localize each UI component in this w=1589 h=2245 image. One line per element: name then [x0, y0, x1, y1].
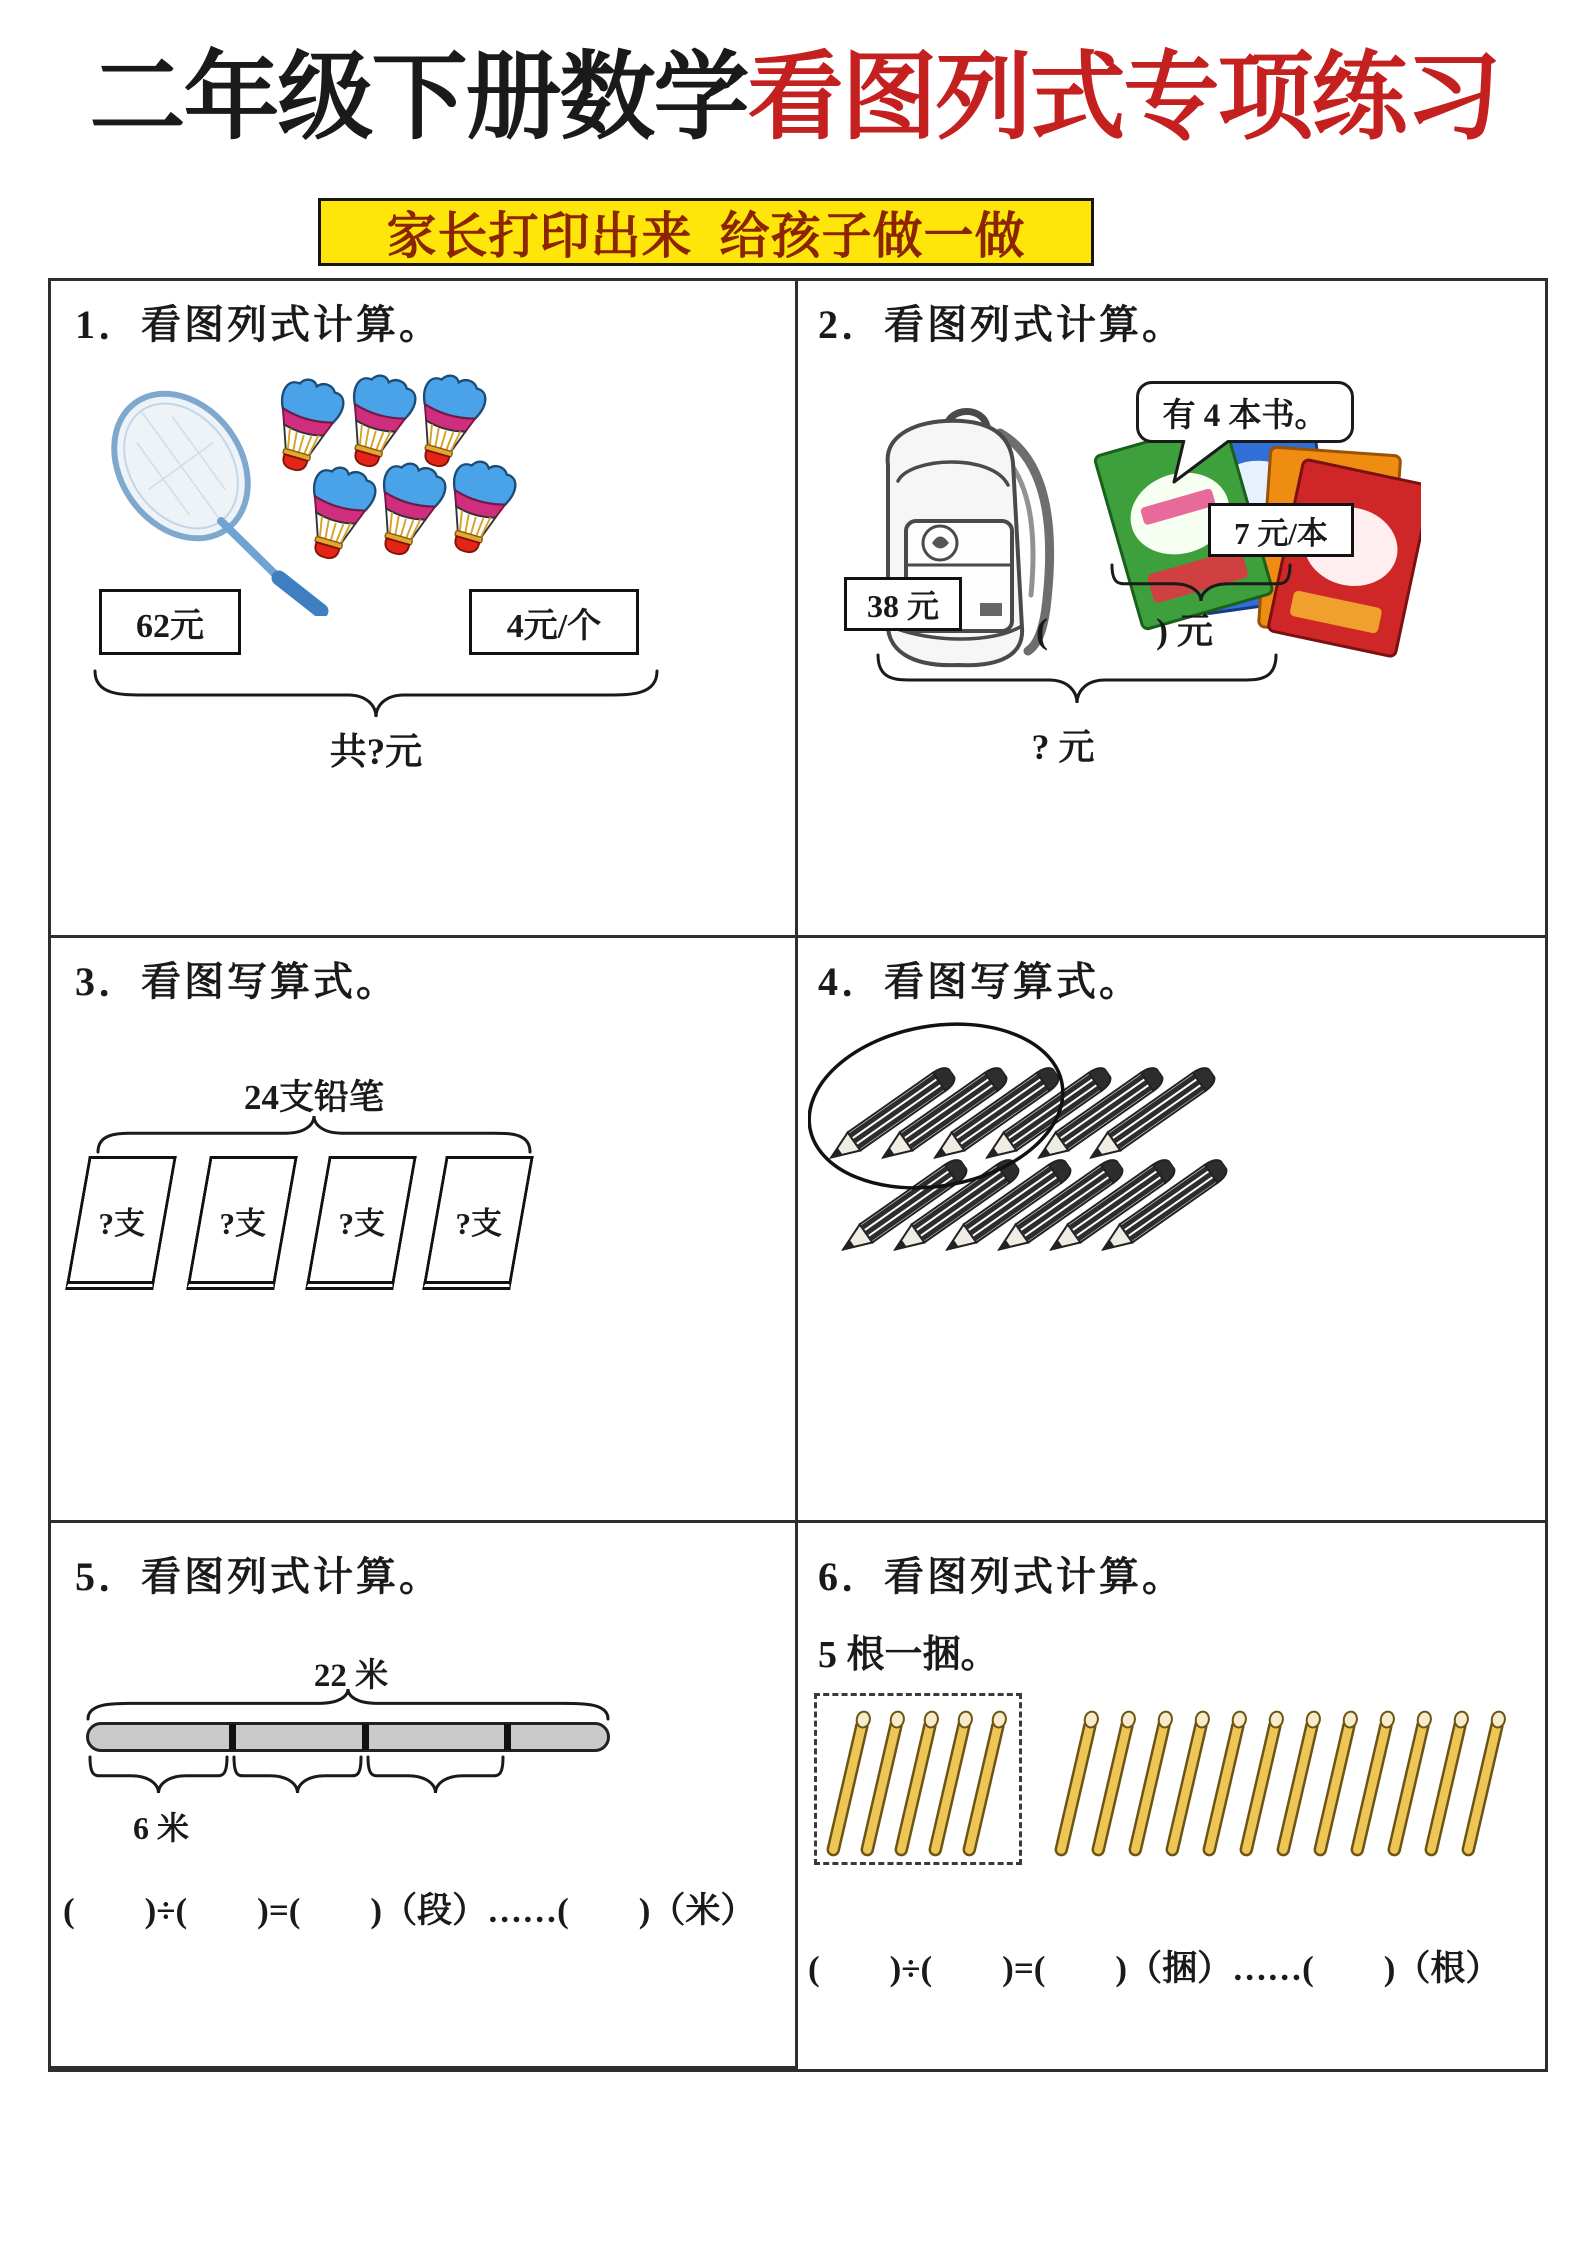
problem-4-heading: 4．看图写算式。	[818, 959, 1142, 1004]
problem-6-equation: ( )÷( )=( )（捆）……( )（根）	[808, 1949, 1501, 1988]
segment-length-label: 6 米	[132, 1810, 189, 1846]
pencil-box-4: ?支	[422, 1156, 534, 1290]
books-subtotal-blank: ( ) 元	[1036, 611, 1213, 651]
problem-5-cell	[51, 1523, 798, 2069]
racket-price-box: 62元	[99, 589, 241, 655]
page-title-black: 二年级下册数学	[89, 44, 748, 151]
bar-divider	[362, 1724, 369, 1750]
pencil-total-brace	[96, 1114, 532, 1154]
segment-brace-3	[366, 1755, 505, 1795]
parent-note-banner: 家长打印出来 给孩子做一做	[318, 198, 1094, 266]
problem-6-cell	[798, 1523, 1545, 2069]
shuttlecocks-image	[259, 373, 559, 568]
problem-2-cell	[798, 281, 1545, 938]
problem-1-cell	[51, 281, 798, 938]
sticks-image	[808, 1701, 1538, 1863]
segment-brace-2	[232, 1755, 363, 1795]
bar-total-brace	[86, 1687, 610, 1721]
pencil-box-2: ?支	[186, 1156, 298, 1290]
book-price-box: 7 元/本	[1208, 503, 1354, 557]
pencil-box-3: ?支	[305, 1156, 417, 1290]
problem-1-total-label: 共?元	[329, 732, 423, 773]
bar-total-label: 22 米	[313, 1658, 389, 1694]
total-brace	[93, 669, 659, 719]
page-title	[0, 36, 1589, 161]
problem-6-heading: 6．看图列式计算。	[818, 1554, 1185, 1599]
page-title-red: 看图列式专项练习	[747, 44, 1500, 151]
books-subtotal-brace	[1110, 563, 1292, 603]
problem-3-cell	[51, 938, 798, 1523]
bag-price-box: 38 元	[844, 577, 962, 631]
bundle-note: 5 根一捆。	[818, 1634, 999, 1676]
segment-brace-1	[88, 1755, 229, 1795]
bar-divider	[504, 1724, 511, 1750]
pencil-total-label: 24支铅笔	[243, 1078, 384, 1117]
tape-diagram-bar	[86, 1722, 610, 1752]
bubble-tail	[1170, 440, 1234, 486]
problem-3-heading: 3．看图写算式。	[75, 959, 399, 1004]
bar-divider	[229, 1724, 236, 1750]
book-count-bubble: 有 4 本书。	[1136, 381, 1354, 443]
problem-grid	[48, 278, 1548, 2072]
problem-4-cell	[798, 938, 1545, 1523]
problem-2-total-brace	[876, 653, 1278, 705]
problem-1-heading: 1．看图列式计算。	[75, 302, 442, 347]
pencils-image	[808, 998, 1368, 1298]
shuttle-price-box: 4元/个	[469, 589, 639, 655]
problem-2-heading: 2．看图列式计算。	[818, 302, 1185, 347]
problem-2-total-label: ? 元	[1031, 727, 1095, 767]
problem-5-equation: ( )÷( )=( )（段）……( )（米）	[63, 1891, 756, 1930]
problem-5-heading: 5．看图列式计算。	[75, 1554, 442, 1599]
pencil-box-1: ?支	[65, 1156, 177, 1290]
